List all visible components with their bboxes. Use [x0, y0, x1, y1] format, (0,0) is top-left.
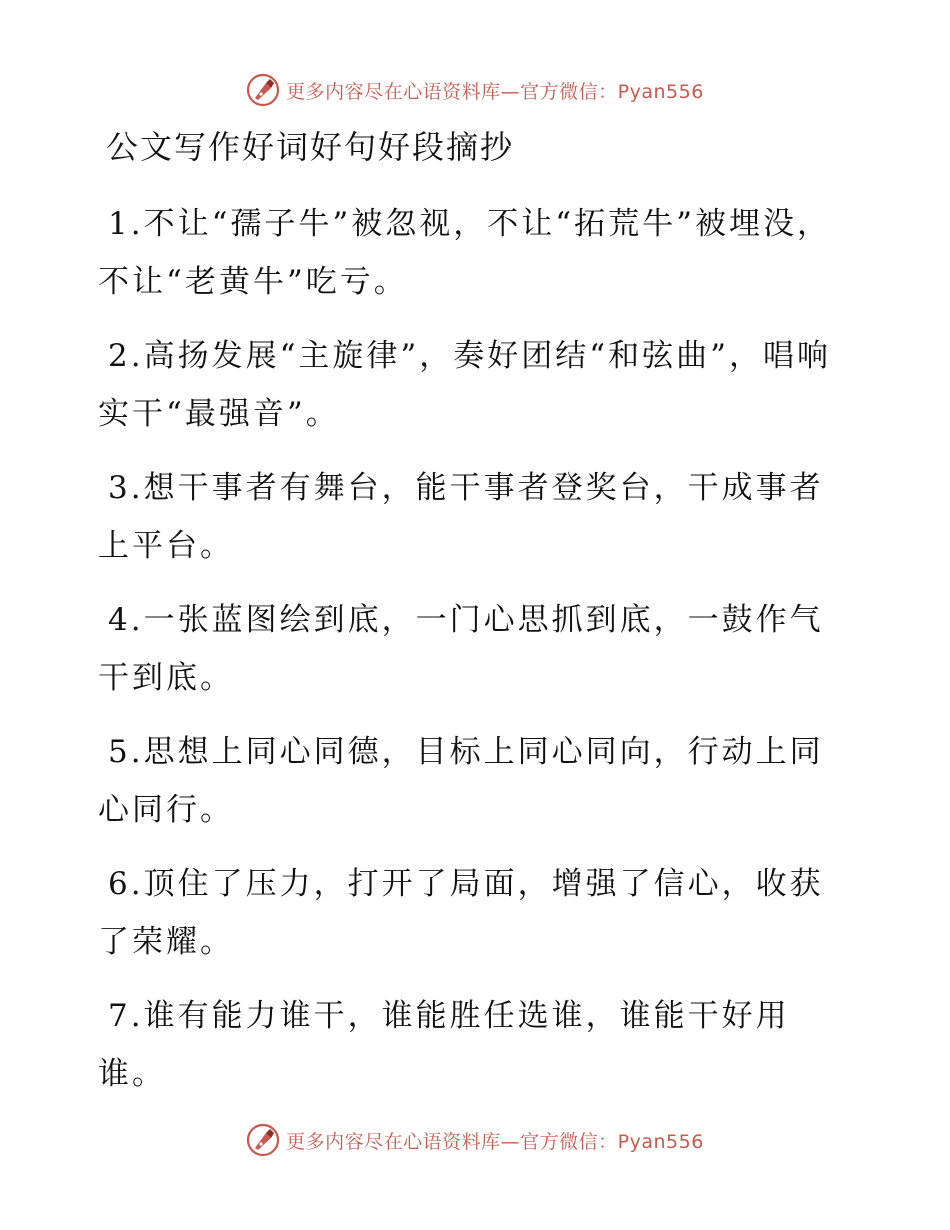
list-item: 1.不让“孺子牛”被忽视，不让“拓荒牛”被埋没，不让“老黄牛”吃亏。 [98, 206, 831, 300]
list-item: 5.思想上同心同德，目标上同心同向，行动上同心同行。 [98, 734, 824, 828]
list-item: 7.谁有能力谁干，谁能胜任选谁，谁能干好用谁。 [98, 998, 790, 1092]
list-item: 3.想干事者有舞台，能干事者登奖台，干成事者上平台。 [98, 470, 824, 564]
list-item: 6.顶住了压力，打开了局面，增强了信心，收获了荣耀。 [98, 866, 824, 960]
document-title: 公文写作好词好句好段摘抄 [106, 128, 515, 166]
watermark-text: 更多内容尽在心语资料库—官方微信：Pyan556 [286, 80, 704, 103]
pen-nib-logo-icon [246, 1123, 280, 1157]
watermark-header [0, 70, 950, 110]
watermark-text: 更多内容尽在心语资料库—官方微信：Pyan556 [286, 1130, 704, 1153]
list-item: 4.一张蓝图绘到底，一门心思抓到底，一鼓作气干到底。 [98, 602, 824, 696]
watermark-footer [0, 1120, 950, 1160]
list-item: 2.高扬发展“主旋律”，奏好团结“和弦曲”，唱响实干“最强音”。 [98, 338, 831, 432]
pen-nib-logo-icon [246, 73, 280, 107]
